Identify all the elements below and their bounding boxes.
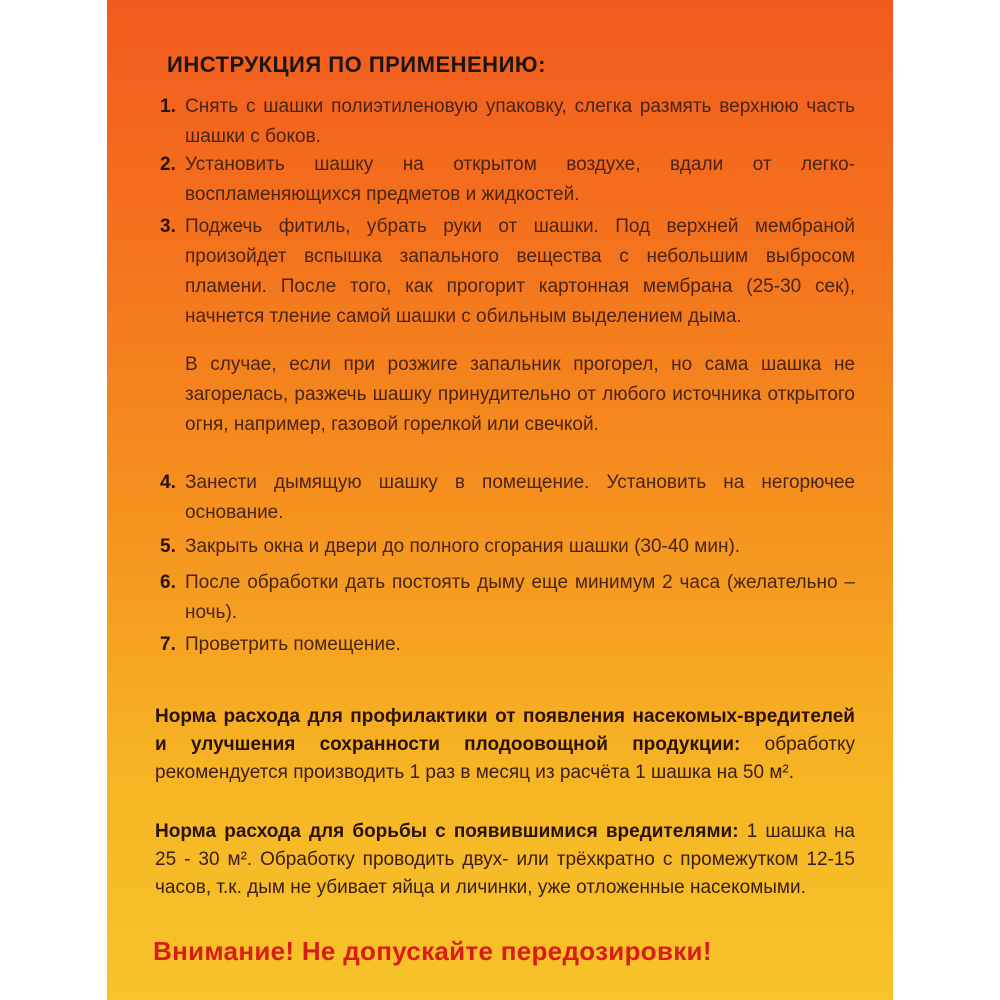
step-number: 6. xyxy=(160,572,176,593)
prevention-norm-text: обработку рекомендуется производить 1 раз в месяц из расчёта 1 шашка на 50 м². xyxy=(155,734,856,783)
control-norm xyxy=(155,818,855,902)
control-norm-heading: Норма расхода для борьбы с появившимися вредителями: xyxy=(155,821,739,842)
overdose-warning: Внимание! Не допускайте передозировки! xyxy=(153,936,712,966)
step-text: Установить шашку на открытом воздухе, вдали от легко-воспламеняющихся предметов и жидкостей. xyxy=(185,154,855,205)
step-3-note: В случае, если при розжиге запальник прогорел, но сама шашка не загорелась, разжечь шашку принудительно от любого источника открытого огня, например, газовой горелкой или свечкой. xyxy=(185,354,855,435)
step-number: 7. xyxy=(160,634,176,655)
step-text: Занести дымящую шашку в помещение. Установить на негорючее основание. xyxy=(185,472,855,523)
prevention-norm-heading: Норма расхода для профилактики от появления насекомых-вредителей и улучшения сохранности плодоовощной продукции: xyxy=(155,706,855,755)
step-5 xyxy=(160,532,855,562)
step-text: Закрыть окна и двери до полного сгорания шашки (30-40 мин). xyxy=(185,536,741,557)
instruction-panel xyxy=(107,0,893,1000)
page-title: ИНСТРУКЦИЯ ПО ПРИМЕНЕНИЮ: xyxy=(167,52,546,77)
step-number: 1. xyxy=(160,96,176,117)
step-text: Поджечь фитиль, убрать руки от шашки. Под верхней мембраной произойдет вспышка запального вещества с небольшим выбросом пламени. После того, как прогорит картонная мембрана (25-30 сек), начнется тление самой шашки с обильным выделением дыма. xyxy=(185,216,855,327)
control-norm-text: 1 шашка на 25 - 30 м². Обработку проводить двух- или трёхкратно с промежутком 12-15 часов, т.к. дым не убивает яйца и личинки, уже отложенные насекомыми. xyxy=(155,821,855,898)
step-text: Снять с шашки полиэтиленовую упаковку, слегка размять верхнюю часть шашки с боков. xyxy=(185,96,855,147)
step-4 xyxy=(160,468,855,528)
step-number: 5. xyxy=(160,536,176,557)
step-1 xyxy=(160,92,855,152)
step-number: 2. xyxy=(160,154,176,175)
prevention-norm xyxy=(155,703,855,787)
step-text: После обработки дать постоять дыму еще минимум 2 часа (желательно – ночь). xyxy=(185,572,855,623)
step-number: 4. xyxy=(160,472,176,493)
step-7 xyxy=(160,630,855,660)
step-number: 3. xyxy=(160,216,176,237)
step-3 xyxy=(160,212,855,332)
step-text: Проветрить помещение. xyxy=(185,634,401,655)
step-6 xyxy=(160,568,855,628)
step-2 xyxy=(160,150,855,210)
